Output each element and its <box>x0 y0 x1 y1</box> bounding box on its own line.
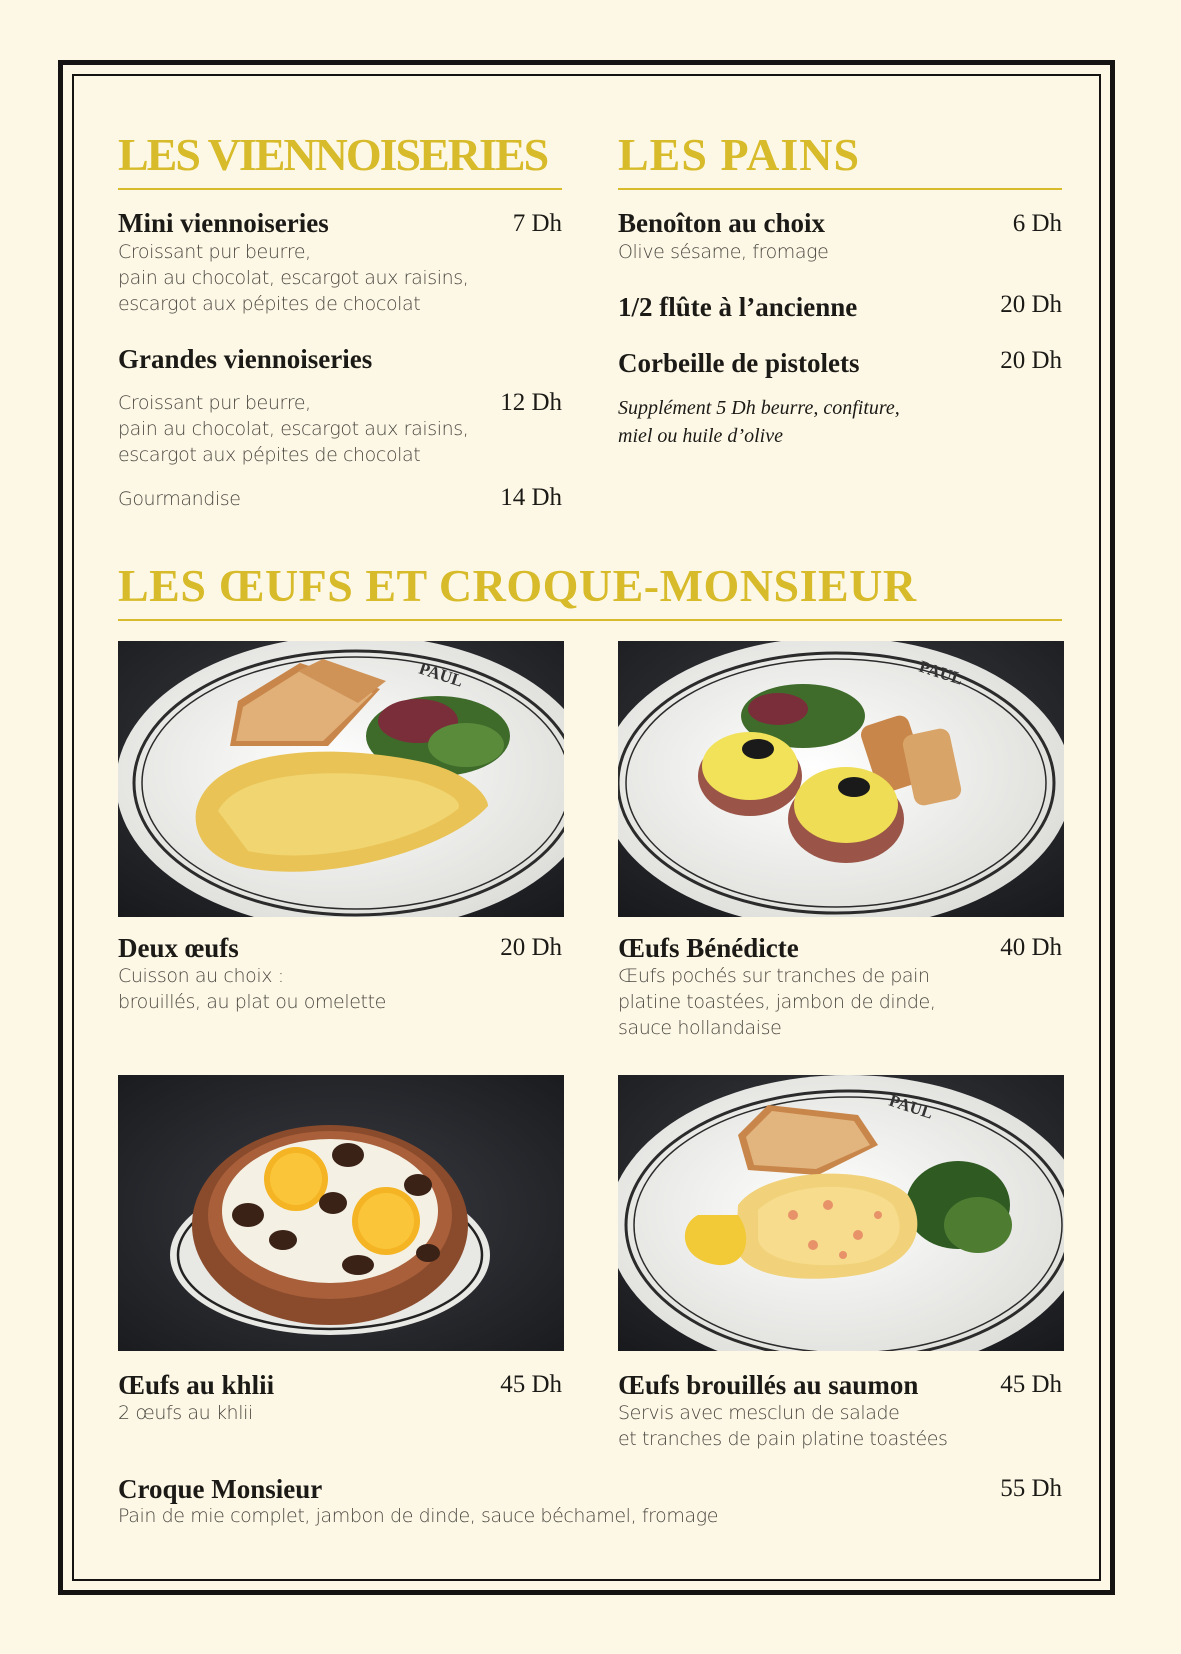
plate-logo-text: PAUL <box>916 656 966 689</box>
photo-deux-oeufs <box>118 641 564 917</box>
item-desc-croque-monsieur: Pain de mie complet, jambon de dinde, sauce béchamel, fromage <box>118 1505 718 1527</box>
section-title-pains: LES PAINS <box>618 132 1062 190</box>
item-price-flute: 20 Dh <box>1000 291 1062 318</box>
item-price-croque-monsieur: 55 Dh <box>1000 1475 1062 1502</box>
item-name-corbeille: Corbeille de pistolets <box>618 348 860 378</box>
item-price-benoiton: 6 Dh <box>1012 210 1062 237</box>
plate-logo-text: PAUL <box>886 1090 936 1123</box>
item-price-oeufs-benedicte: 40 Dh <box>1000 934 1062 961</box>
desc-line: Servis avec mesclun de salade <box>618 1402 900 1424</box>
desc-line: platine toastées, jambon de dinde, <box>618 991 936 1013</box>
desc-line: escargot aux pépites de chocolat <box>118 444 421 466</box>
item-name-benoiton: Benoîton au choix <box>618 208 826 238</box>
item-name-croque-monsieur: Croque Monsieur <box>118 1474 323 1504</box>
desc-line: sauce hollandaise <box>618 1017 782 1039</box>
desc-line: Croissant pur beurre, <box>118 392 311 414</box>
plate-logo-text: PAUL <box>416 658 466 691</box>
item-name-flute: 1/2 flûte à l’ancienne <box>618 292 858 322</box>
saumon-plate-illustration <box>618 1075 1064 1351</box>
desc-line: et tranches de pain platine toastées <box>618 1428 948 1450</box>
item-price-grandes-viennoiseries: 12 Dh <box>500 389 562 416</box>
item-price-deux-oeufs: 20 Dh <box>500 934 562 961</box>
item-name-oeufs-benedicte: Œufs Bénédicte <box>618 933 799 963</box>
desc-line: Œufs pochés sur tranches de pain <box>618 965 930 987</box>
item-price-gourmandise: 14 Dh <box>500 484 562 511</box>
khlii-dish-illustration <box>118 1075 564 1351</box>
item-desc-deux-oeufs <box>118 963 386 1015</box>
desc-line: 2 œufs au khlii <box>118 1402 253 1424</box>
item-name-grandes-viennoiseries: Grandes viennoiseries <box>118 344 373 374</box>
benedict-plate-illustration <box>618 641 1064 917</box>
desc-line: Croissant pur beurre, <box>118 241 311 263</box>
item-desc-benoiton: Olive sésame, fromage <box>618 241 829 263</box>
desc-line: brouillés, au plat ou omelette <box>118 991 386 1013</box>
item-price-corbeille: 20 Dh <box>1000 347 1062 374</box>
item-desc-oeufs-benedicte <box>618 963 935 1041</box>
section-title-oeufs: LES ŒUFS ET CROQUE-MONSIEUR <box>118 563 1062 621</box>
photo-oeufs-au-khlii <box>118 1075 564 1351</box>
desc-line: pain au chocolat, escargot aux raisins, <box>118 418 469 440</box>
desc-line: Cuisson au choix : <box>118 965 284 987</box>
item-name-gourmandise: Gourmandise <box>118 488 241 510</box>
photo-oeufs-brouilles-saumon <box>618 1075 1064 1351</box>
omelette-plate-illustration <box>118 641 564 917</box>
desc-line: pain au chocolat, escargot aux raisins, <box>118 267 469 289</box>
item-price-oeufs-au-khlii: 45 Dh <box>500 1371 562 1398</box>
item-name-oeufs-brouilles-saumon: Œufs brouillés au saumon <box>618 1370 919 1400</box>
item-name-oeufs-au-khlii: Œufs au khlii <box>118 1370 275 1400</box>
photo-oeufs-benedicte <box>618 641 1064 917</box>
item-desc-grandes-viennoiseries <box>118 390 468 468</box>
note-line: Supplément 5 Dh beurre, confiture, <box>618 397 900 419</box>
item-desc-oeufs-au-khlii <box>118 1400 253 1426</box>
item-name-mini-viennoiseries: Mini viennoiseries <box>118 208 329 238</box>
item-name-deux-oeufs: Deux œufs <box>118 933 239 963</box>
item-price-mini-viennoiseries: 7 Dh <box>512 210 562 237</box>
section-title-viennoiseries: LES VIENNOISERIES <box>118 132 562 190</box>
desc-line: escargot aux pépites de chocolat <box>118 293 421 315</box>
item-price-oeufs-brouilles-saumon: 45 Dh <box>1000 1371 1062 1398</box>
supplement-note <box>618 394 900 450</box>
item-desc-oeufs-brouilles-saumon <box>618 1400 948 1452</box>
item-desc-mini-viennoiseries <box>118 239 468 317</box>
note-line: miel ou huile d’olive <box>618 425 783 447</box>
